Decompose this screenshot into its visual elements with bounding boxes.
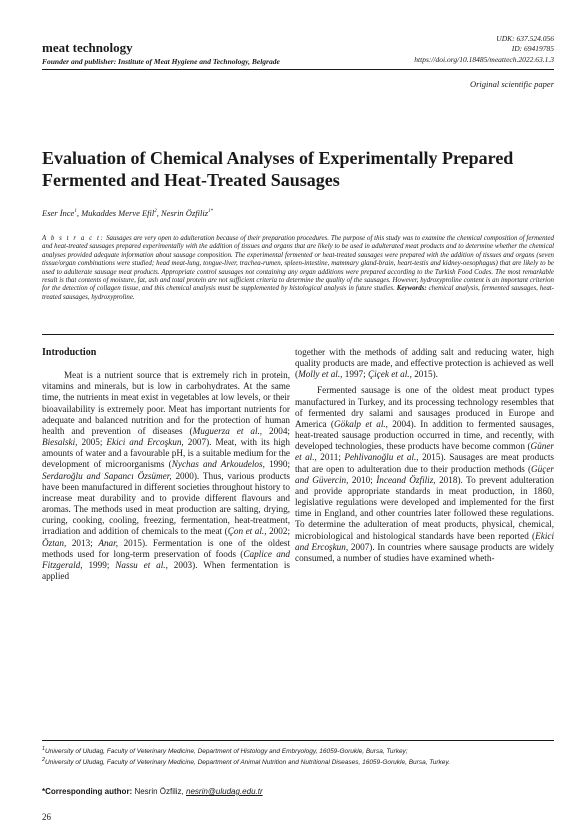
body-column-left	[42, 347, 290, 582]
text-run: 1990;	[264, 459, 290, 470]
text-run: 2005;	[77, 437, 107, 448]
author-affiliation-marker: 2	[154, 209, 157, 215]
article-type: Original scientific paper	[469, 79, 554, 89]
section-heading-introduction: Introduction	[42, 347, 97, 358]
text-run: 2002;	[266, 526, 291, 537]
article-title: Evaluation of Chemical Analyses of Experimentally Prepared Fermented and Heat-Treated Sausages	[42, 148, 514, 190]
text-run: Fermented sausage is one of the oldest meat product types manufactured in Turkey, and its processing technology resembles that of fermented dry salami and sausages produced in Europe and America (	[295, 385, 554, 429]
citation: Çon et al.,	[227, 526, 267, 537]
citation: Çiçek et al.,	[368, 369, 412, 380]
author-separator: ,	[156, 208, 162, 218]
citation: Nassu et al.,	[115, 559, 168, 570]
citation: İnceand Özfiliz,	[376, 474, 436, 485]
author-affiliation-marker: 1	[74, 209, 77, 215]
abstract-label: A b s t r a c t:	[42, 235, 105, 242]
id-code: ID: 69419785	[511, 44, 554, 54]
footnote-text: University of Uludag, Faculty of Veterinary Medicine, Department of Histology and Embryology, 16059-Gorukle, Bursa, Turkey;	[45, 748, 408, 756]
author-name: Eser İnce	[42, 208, 75, 218]
text-run: 2015). Fermentation is one of the oldest methods used for long-term preservation of foods (	[42, 537, 290, 559]
author-separator: ,	[76, 208, 82, 218]
text-run: 2004;	[262, 425, 290, 436]
footnote-text: University of Uludag, Faculty of Veterinary Medicine, Department of Animal Nutrition and Nutritional Diseases, 16059-Gorukle, Bursa, Turkey.	[45, 759, 450, 767]
footnote-marker: 2	[42, 757, 46, 764]
text-run: 2003). When fermentation is applied	[42, 559, 290, 581]
header-rule	[42, 69, 554, 70]
affiliation-footnotes	[42, 745, 554, 767]
author-list	[42, 208, 213, 218]
paragraph	[295, 347, 554, 380]
text-run: 1999;	[82, 559, 116, 570]
footnote-marker: 1	[42, 746, 46, 752]
text-run: 2015).	[411, 369, 438, 380]
citation: Öztan,	[42, 537, 67, 548]
text-run: 2011;	[316, 452, 345, 463]
page-number: 26	[42, 812, 51, 822]
paragraph	[295, 385, 554, 564]
text-run: 2007). Meat, with its high amounts of water and a favourable pH, is a suitable medium for the development of microorganisms (	[42, 437, 290, 470]
keywords-text: chemical analysis, fermented sausages, heat-treated sausages, hydroxyproline.	[42, 285, 554, 301]
footnote	[42, 745, 554, 756]
author-name: Nesrin Özfiliz	[161, 208, 209, 218]
body-column-right	[295, 347, 554, 564]
corresponding-name: Nesrin Özfiliz,	[132, 787, 187, 796]
citation: Güner et al.,	[295, 441, 554, 463]
citation: Ekici and Ercoşkun,	[295, 530, 554, 552]
citation: Anar,	[98, 537, 118, 548]
citation: Molly et al.,	[298, 369, 343, 380]
article-identifiers	[414, 34, 554, 65]
footnote-rule	[42, 740, 554, 741]
text-run: 2018). To prevent adulteration and provide appropriate standards in meat production, in 1860, legislative regulations were developed and implemented for the first time in England, and other countries later followed these regulations. To determine the adulteration of meat products, physical, chemical, microbiological and histological standards have been reported (	[295, 474, 555, 541]
citation: Güçer and Güvercin,	[295, 463, 554, 485]
citation: Ekici and Ercoşkun,	[106, 437, 184, 448]
text-run: Meat is a nutrient source that is extremely rich in protein, vitamins and minerals, but is low in carbohydrates. At the same time, the nutrients in meat exist in vegetables at low levels, or their bioavailability is extremely poor. Meat has important nutrients for adequate and balanced nutrition and for the protection of human health and prevention of diseases (	[42, 370, 290, 436]
text-run: 2007). In countries where sausage products are widely consumed, a number of studies have examined wheth-	[295, 541, 554, 563]
abstract	[42, 235, 554, 302]
citation: Pehlivanoğlu et al.,	[344, 452, 419, 463]
udk-code: UDK: 637.524.056	[496, 34, 554, 43]
text-run: 2010;	[348, 474, 377, 485]
citation: Serdaroğlu and Sapancı Özsümer,	[42, 470, 172, 481]
citation: Caplice and Fitzgerald,	[42, 548, 290, 570]
keywords-label: Keywords:	[396, 285, 427, 293]
citation: Biesalski,	[42, 437, 78, 448]
text-run: 2015). Sausages are meat products that are open to adulteration due to their production methods (	[295, 452, 555, 474]
text-run: 2000). Thus, various products have been manufactured in different societies throughout history to increase meat durability and to provide different flavours and aromas. The methods used in meat production are salting, drying, curing, cooking, cooling, freezing, fermentation, heat-treatment, irradiation and addition of chemicals to the meat (	[42, 470, 290, 537]
text-run: 2004). In addition to fermented sausages, heat-treated sausage production occurred in time, and recently, with developed technologies, these products have become common (	[295, 418, 555, 452]
citation: Gökalp et al.,	[333, 418, 388, 429]
citation: Muguerza et al.,	[192, 425, 263, 436]
author-affiliation-marker: 1*	[208, 209, 214, 215]
paragraph	[42, 370, 290, 582]
text-run: 2013;	[66, 537, 99, 548]
doi-link[interactable]: https://doi.org/10.18485/meattech.2022.63.1.3	[414, 54, 554, 64]
text-run: together with the methods of adding salt and reducing water, high quality products are made, and effective protection is achieved as well (	[295, 347, 554, 380]
email-link[interactable]: nesrin@uludag.edu.tr	[186, 787, 263, 796]
abstract-text: Sausages are very open to adulteration because of their preparation procedures. The purpose of this study was to examine the chemical composition of fermented and heat-treated sausages prepared experimentally with the addition of tissues and organs that are likely to be used in adulterated meat products and to determine whether the chemical analyses provided adequate information about sausage composition. The experimental fermented or heat-treated sausages were prepared with the addition of tissues and organs (seven tissue/organ combinations were studied; head meat-lung, tongue-liver, trachea-rumen, spleen-intestine, mammary gland-brain, heart-testis and kidney-oesophagus) that are likely to be used to adulterate sausage meat products. Appropriate control sausages not containing any organ additions were prepared according to the Turkish Food Codes. The most remarkable result is that contents of moisture, fat, ash and total protein are not sufficient criteria to determine the quality of the sausages. However, hydroxyproline content is an important criterion for the detection of collagen tissue, and this chemical analysis must be supplemented by histological analysis in future studies.	[42, 235, 554, 293]
journal-name: meat technology	[42, 40, 133, 55]
author-name: Mukaddes Merve Efil	[81, 208, 155, 218]
abstract-rule	[42, 334, 554, 335]
corresponding-author	[42, 787, 263, 796]
text-run: 1997;	[342, 369, 368, 380]
publisher-line: Founder and publisher: Institute of Meat Hygiene and Technology, Belgrade	[42, 57, 280, 66]
footnote	[42, 756, 554, 767]
citation: Nychas and Arkoudelos,	[171, 459, 265, 470]
corresponding-label: *Corresponding author:	[42, 787, 133, 796]
